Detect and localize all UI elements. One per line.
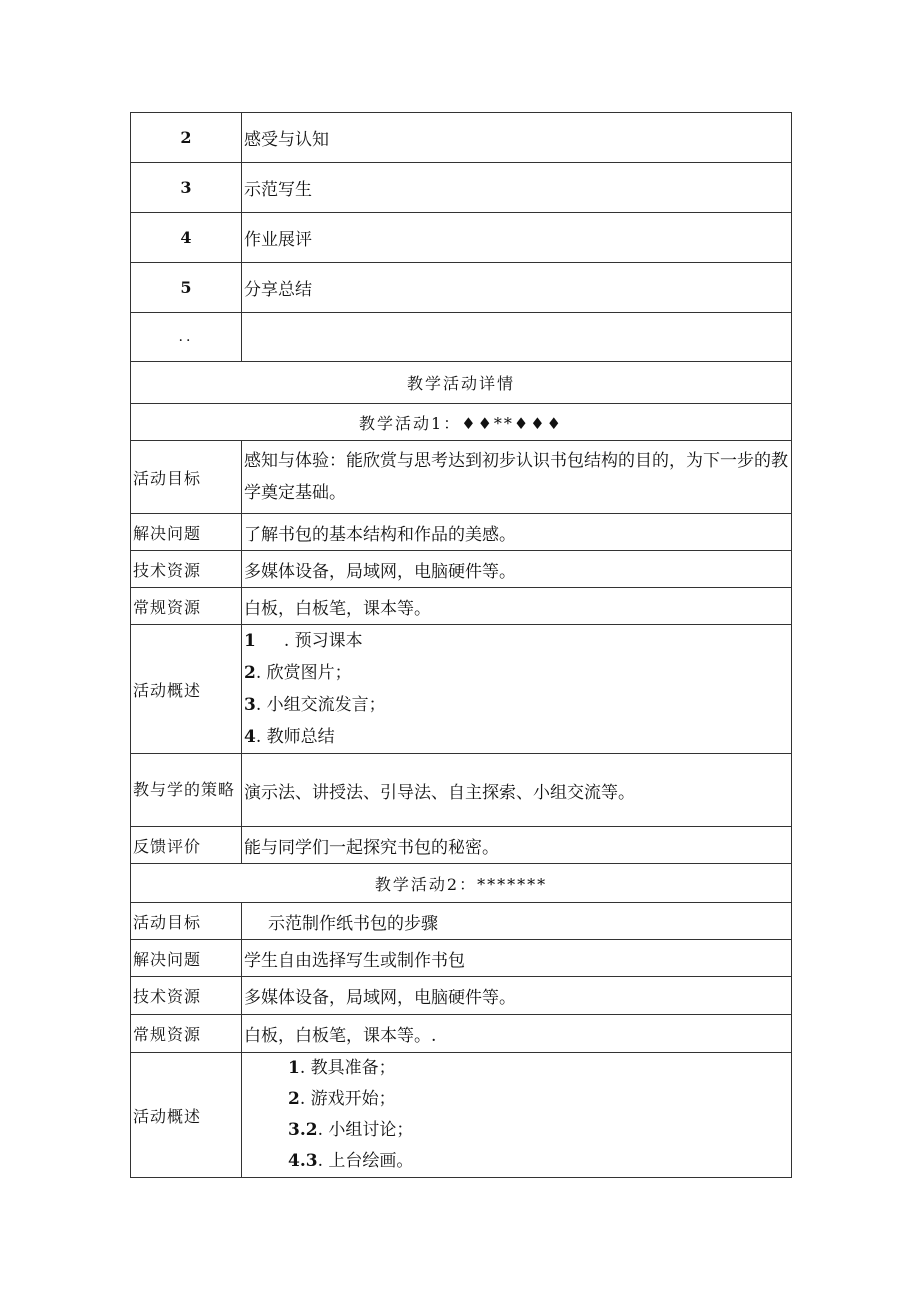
section-title: 教学活动详情 — [131, 362, 792, 404]
regular-text: 白板，白板笔，课本等。. — [242, 1015, 792, 1053]
step-text: 作业展评 — [242, 213, 792, 263]
table-row — [131, 213, 792, 263]
list-item: 1 . 预习课本 — [244, 631, 363, 651]
problem-label: 解决问题 — [131, 940, 242, 977]
list-item: 2. 欣赏图片； — [244, 663, 352, 683]
section-header-row — [131, 362, 792, 404]
activity-header-row — [131, 404, 792, 441]
empty-cell — [242, 313, 792, 362]
step-number: 2 — [131, 113, 242, 163]
activity1-title: 教学活动1：♦♦**♦♦♦ — [131, 404, 792, 441]
table-row — [131, 441, 792, 514]
overview-list — [242, 1053, 792, 1178]
list-item: 4. 教师总结 — [244, 727, 335, 747]
tech-label: 技术资源 — [131, 977, 242, 1015]
problem-text: 了解书包的基本结构和作品的美感。 — [242, 514, 792, 551]
tech-text: 多媒体设备，局域网，电脑硬件等。 — [242, 551, 792, 588]
overview-label: 活动概述 — [131, 1053, 242, 1178]
table-row — [131, 625, 792, 754]
activity-header-row — [131, 864, 792, 903]
table-row — [131, 977, 792, 1015]
step-text: 感受与认知 — [242, 113, 792, 163]
goal-label: 活动目标 — [131, 441, 242, 514]
feedback-label: 反馈评价 — [131, 827, 242, 864]
table-row — [131, 827, 792, 864]
list-item: 3.2. 小组讨论； — [288, 1120, 414, 1140]
list-item: 3. 小组交流发言； — [244, 695, 386, 715]
ellipsis-cell: .. — [131, 313, 242, 362]
step-number: 4 — [131, 213, 242, 263]
problem-text: 学生自由选择写生或制作书包 — [242, 940, 792, 977]
step-text: 分享总结 — [242, 263, 792, 313]
list-item: 1. 教具准备； — [288, 1058, 396, 1078]
regular-label: 常规资源 — [131, 588, 242, 625]
step-number: 3 — [131, 163, 242, 213]
table-row — [131, 754, 792, 827]
goal-text: 示范制作纸书包的步骤 — [242, 903, 792, 940]
problem-label: 解决问题 — [131, 514, 242, 551]
table-row — [131, 313, 792, 362]
table-row — [131, 903, 792, 940]
goal-text: 感知与体验：能欣赏与思考达到初步认识书包结构的目的，为下一步的教学奠定基础。 — [242, 441, 792, 514]
step-text: 示范写生 — [242, 163, 792, 213]
table-row — [131, 551, 792, 588]
table-row — [131, 588, 792, 625]
table-row — [131, 514, 792, 551]
table-row — [131, 1053, 792, 1178]
regular-text: 白板，白板笔，课本等。 — [242, 588, 792, 625]
table-row — [131, 163, 792, 213]
table-row — [131, 1015, 792, 1053]
tech-text: 多媒体设备，局域网，电脑硬件等。 — [242, 977, 792, 1015]
tech-label: 技术资源 — [131, 551, 242, 588]
regular-label: 常规资源 — [131, 1015, 242, 1053]
feedback-text: 能与同学们一起探究书包的秘密。 — [242, 827, 792, 864]
table-row — [131, 113, 792, 163]
goal-label: 活动目标 — [131, 903, 242, 940]
overview-list — [242, 625, 792, 754]
list-item: 2. 游戏开始； — [288, 1089, 396, 1109]
activity2-title: 教学活动2：******* — [131, 864, 792, 903]
lesson-table — [130, 112, 792, 1178]
table-row — [131, 940, 792, 977]
strategy-label: 教与学的策略 — [131, 754, 242, 827]
list-item: 4.3. 上台绘画。 — [288, 1151, 414, 1171]
table-row — [131, 263, 792, 313]
strategy-text: 演示法、讲授法、引导法、自主探索、小组交流等。 — [242, 754, 792, 827]
step-number: 5 — [131, 263, 242, 313]
overview-label: 活动概述 — [131, 625, 242, 754]
